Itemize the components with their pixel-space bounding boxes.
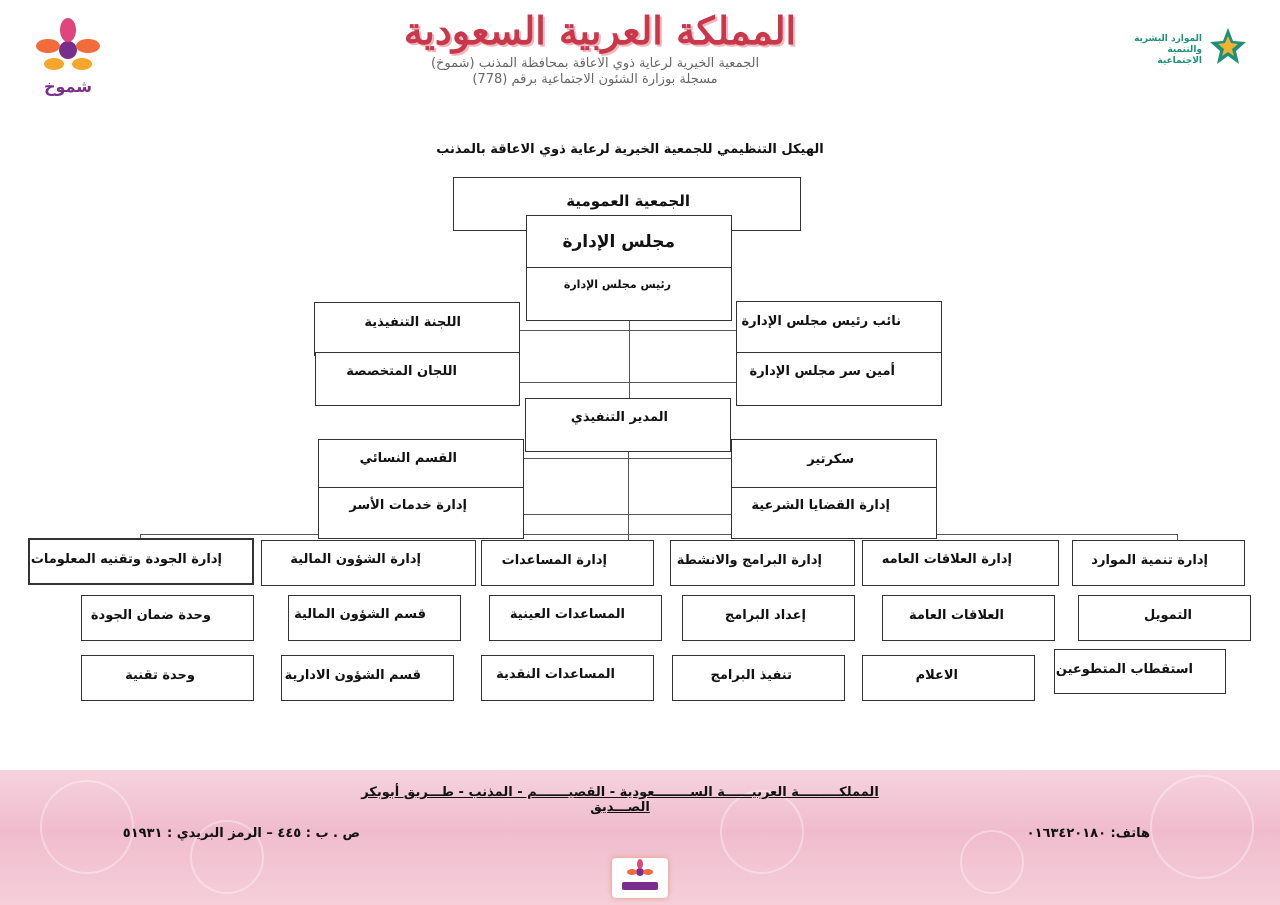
node-label: إدارة القضايا الشرعية xyxy=(751,498,890,513)
dept-public-relations xyxy=(862,540,1059,586)
header-subtitle-1: الجمعية الخيرية لرعاية ذوي الاعاقة بمحافظة المذنب (شموخ) xyxy=(430,56,760,71)
connector xyxy=(140,534,1178,535)
unit-label: المساعدات النقدية xyxy=(496,667,615,682)
node-executive-committee xyxy=(314,302,520,356)
connector xyxy=(628,452,629,540)
dept-programs xyxy=(670,540,855,586)
decorative-flower xyxy=(1150,775,1254,879)
node-label: إدارة خدمات الأسر xyxy=(349,498,467,513)
node-label: أمين سر مجلس الإدارة xyxy=(749,364,895,379)
node-label: الجمعية العمومية xyxy=(566,192,690,210)
dept-label: إدارة تنمية الموارد xyxy=(1091,553,1208,568)
unit-label: العلاقات العامة xyxy=(908,608,1004,623)
unit-label: استقطاب المتطوعين xyxy=(1055,662,1193,677)
unit-volunteers xyxy=(1054,649,1226,694)
divider xyxy=(319,487,523,488)
dept-label: إدارة المساعدات xyxy=(501,553,607,568)
node-label: المدير التنفيذي xyxy=(570,410,668,425)
node-label: سكرتير xyxy=(807,452,854,467)
node-label: رئيس مجلس الإدارة xyxy=(563,278,671,291)
unit-quality-assurance xyxy=(81,595,254,641)
connector xyxy=(520,330,736,331)
node-vice-chairman xyxy=(736,301,942,353)
dept-assistance xyxy=(481,540,654,586)
ministry-line-1: الموارد البشرية xyxy=(1134,34,1202,44)
logo-text: شموخ xyxy=(43,77,93,96)
unit-label: الاعلام xyxy=(915,668,958,683)
dept-label: إدارة العلاقات العامه xyxy=(881,552,1012,567)
unit-label: التمويل xyxy=(1144,608,1192,623)
shomookh-logo xyxy=(22,16,114,98)
unit-cash-aid xyxy=(481,655,654,701)
node-label: اللجان المتخصصة xyxy=(346,364,457,379)
node-label: نائب رئيس مجلس الإدارة xyxy=(741,314,901,329)
ministry-name xyxy=(1124,34,1202,67)
star-icon xyxy=(1210,28,1246,64)
dept-label: إدارة الشؤون المالية xyxy=(290,552,421,567)
node-executive-director xyxy=(525,398,731,452)
connector xyxy=(524,514,732,515)
connector xyxy=(629,320,630,398)
dept-label: إدارة الجودة وتقنيه المعلومات xyxy=(30,552,222,567)
header-subtitle-2: مسجلة بوزارة الشئون الاجتماعية برقم (778) xyxy=(472,72,718,87)
unit-admin-section xyxy=(281,655,454,701)
unit-program-prep xyxy=(682,595,855,641)
unit-program-exec xyxy=(672,655,845,701)
flower-icon xyxy=(627,859,653,876)
unit-funding xyxy=(1078,595,1251,641)
unit-label: وحدة ضمان الجودة xyxy=(90,608,211,623)
dept-resources xyxy=(1072,540,1245,586)
node-specialized-committees xyxy=(315,352,520,406)
chart-title: الهيكل التنظيمي للجمعية الخيرية لرعاية ذوي الاعاقة بالمذنب xyxy=(436,142,824,157)
flower-icon xyxy=(36,18,100,70)
node-label: اللجنة التنفيذية xyxy=(364,315,461,330)
unit-inkind-aid xyxy=(489,595,662,641)
connector xyxy=(520,382,736,383)
unit-finance-section xyxy=(288,595,461,641)
unit-label: وحدة تقنية xyxy=(125,668,195,683)
node-women-section xyxy=(318,439,524,539)
footer-pobox: ص . ب : ٤٤٥ – الرمز البريدي : ٥١٩٣١ xyxy=(122,826,360,841)
node-label: مجلس الإدارة xyxy=(562,232,675,252)
unit-label: المساعدات العينية xyxy=(509,607,625,622)
unit-media xyxy=(862,655,1035,701)
ministry-line-2: والتنمية الاجتماعية xyxy=(1157,45,1202,66)
node-board-secretary xyxy=(736,352,942,406)
unit-label: إعداد البرامج xyxy=(724,608,806,623)
unit-label: قسم الشؤون الادارية xyxy=(284,668,421,683)
header-title: المملكة العربية السعودية xyxy=(403,8,797,53)
unit-public-relations xyxy=(882,595,1055,641)
node-secretary xyxy=(731,439,937,539)
node-board xyxy=(526,215,732,321)
footer-logo xyxy=(612,858,668,898)
divider xyxy=(732,487,936,488)
footer-address: المملكـــــــــة العربيــــــة الســــــــعودية - القصيـــــــم - المذنب - طـــريق أبوبكر الصـــديق xyxy=(361,785,879,815)
node-label: القسم النسائي xyxy=(359,451,457,466)
connector xyxy=(524,458,732,459)
unit-label: تنفيذ البرامج xyxy=(710,668,792,683)
dept-finance xyxy=(261,540,476,586)
unit-technical xyxy=(81,655,254,701)
divider xyxy=(527,267,731,268)
dept-quality-it xyxy=(28,538,254,585)
footer-phone: هاتف: ٠١٦٣٤٢٠١٨٠ xyxy=(1026,826,1150,841)
dept-label: إدارة البرامج والانشطة xyxy=(676,553,822,568)
unit-label: قسم الشؤون المالية xyxy=(294,607,426,622)
